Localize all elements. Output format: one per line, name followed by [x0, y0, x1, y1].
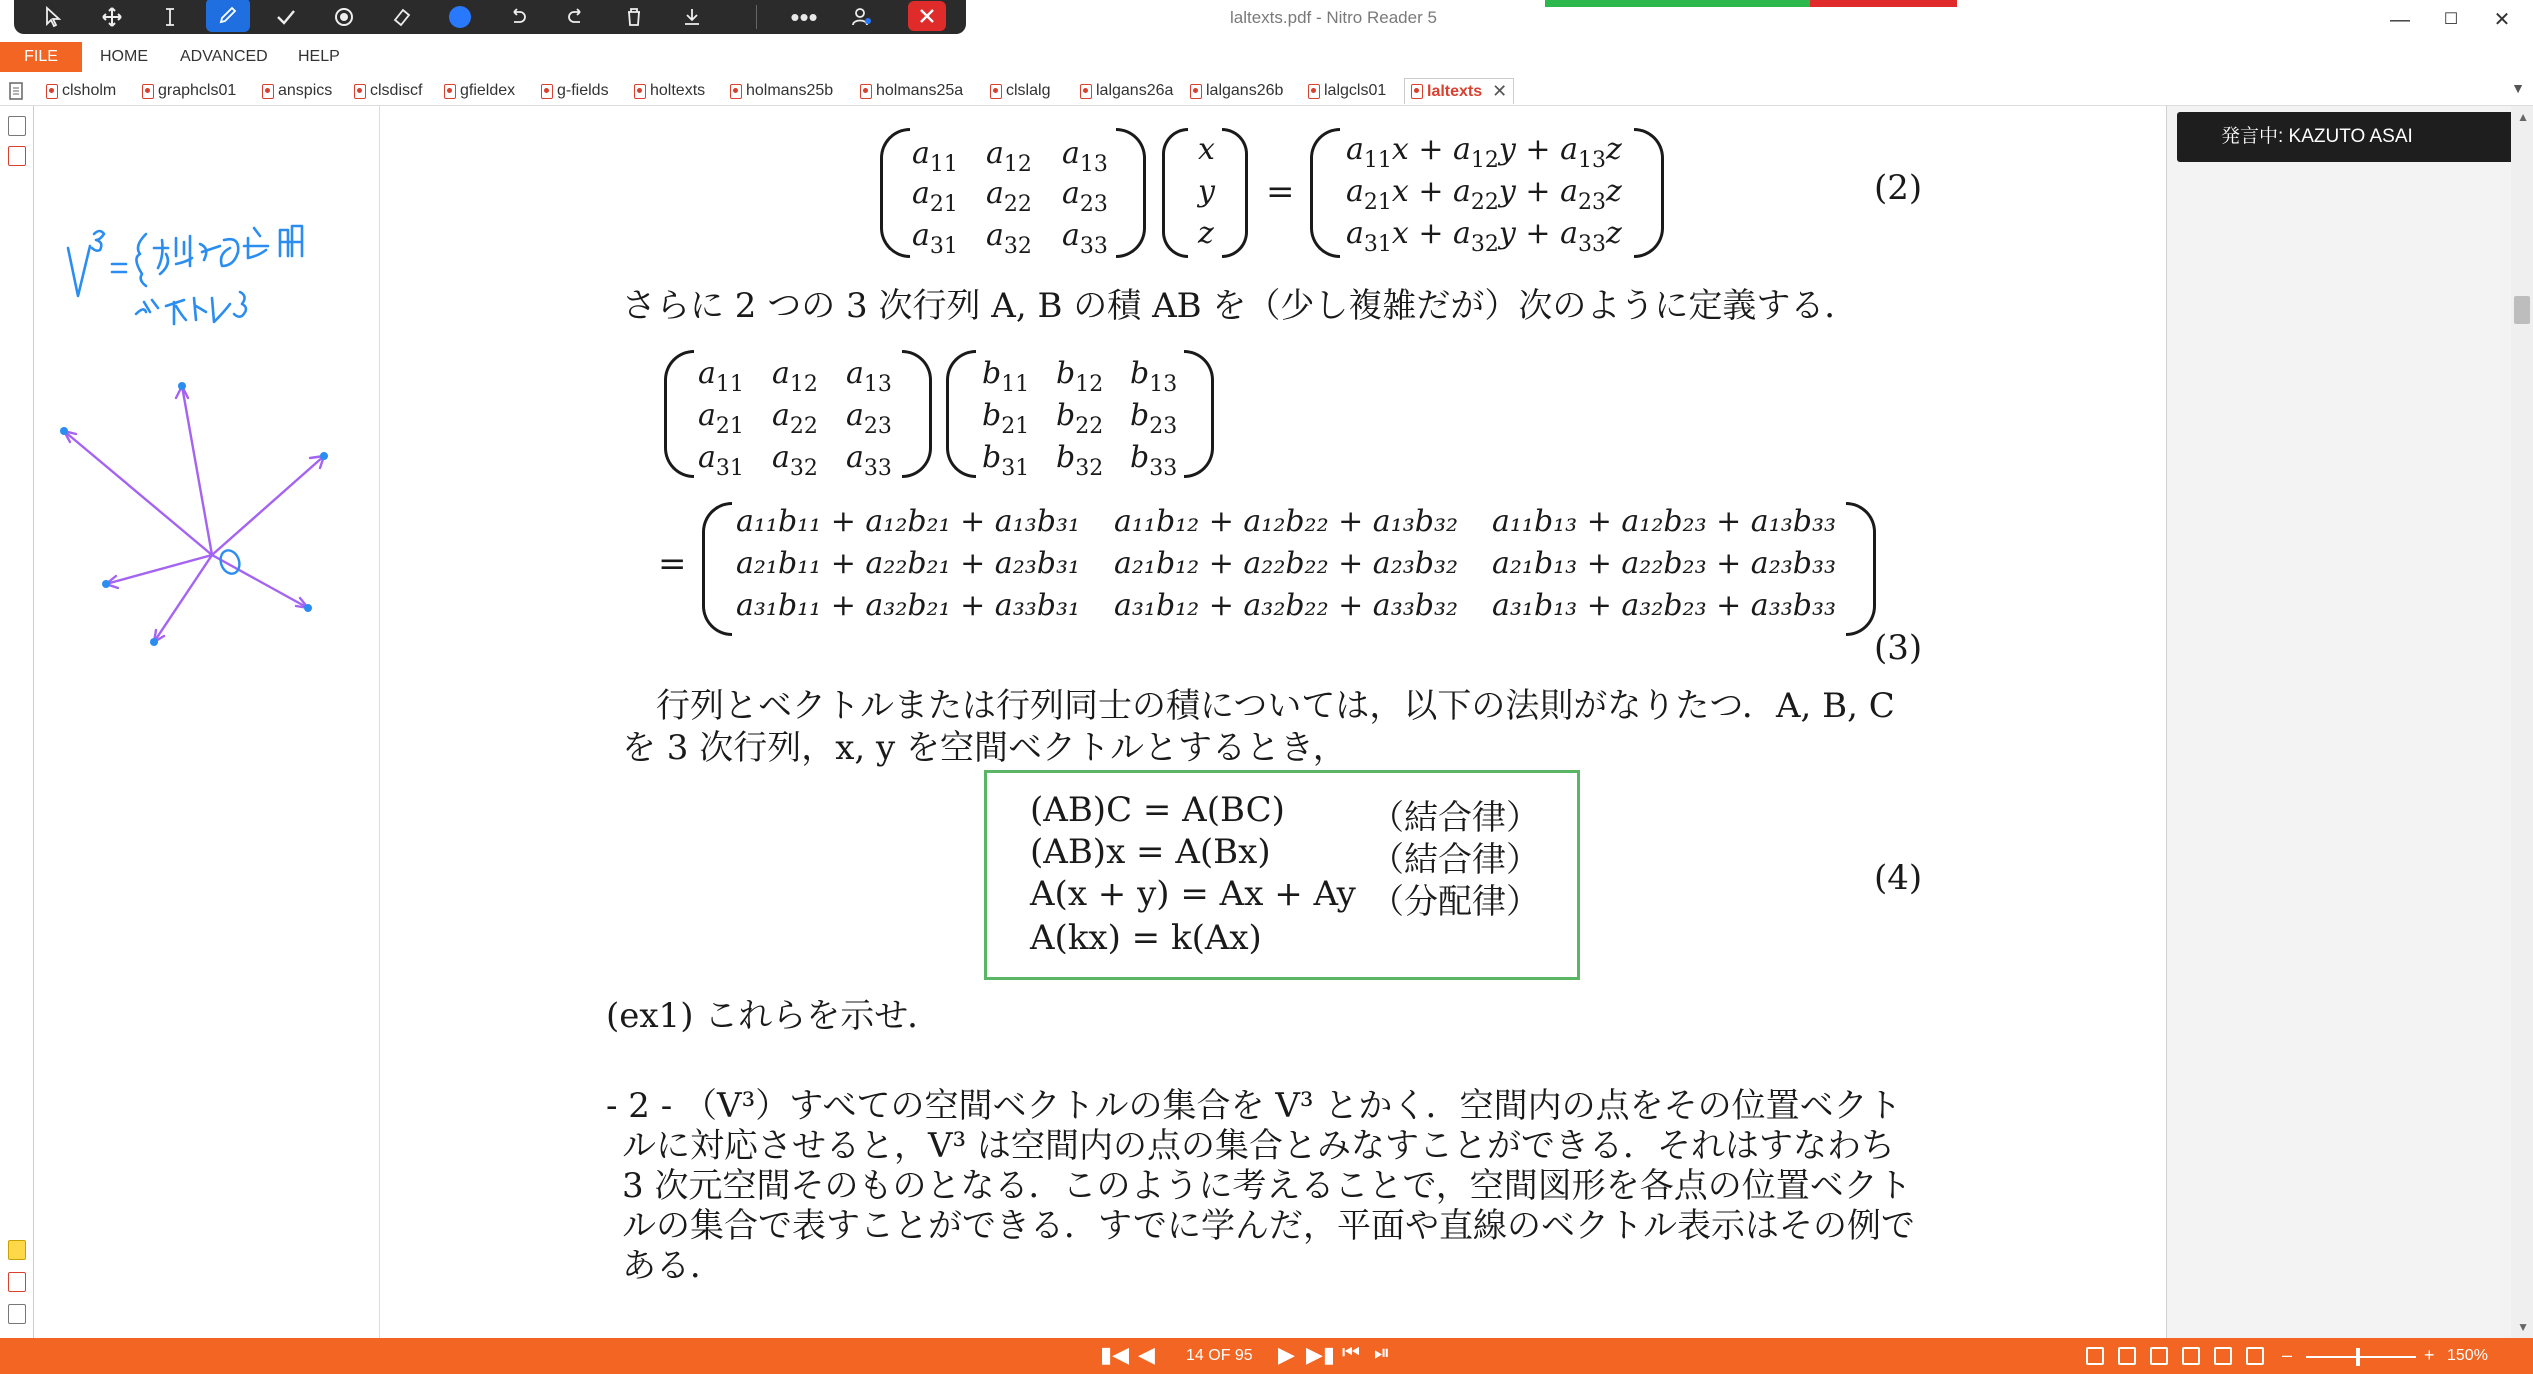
product-row-1-col-2: a₁₁b₁₂ + a₁₂b₂₂ + a₁₃b₃₂	[1114, 504, 1459, 539]
more-icon[interactable]: •••	[790, 1, 818, 32]
doc-tab-holmans25a[interactable]: holmans25a	[860, 78, 963, 104]
trash-icon[interactable]	[612, 0, 656, 34]
layers-panel-icon[interactable]	[8, 1304, 26, 1324]
tab-advanced[interactable]: ADVANCED	[180, 48, 268, 65]
pdf-icon	[730, 84, 742, 99]
tab-help[interactable]: HELP	[298, 48, 340, 65]
facing-continuous-view-icon[interactable]	[2182, 1347, 2200, 1365]
page-icon[interactable]	[8, 78, 24, 104]
user-settings-icon[interactable]	[840, 0, 884, 34]
drawing-toolbar	[14, 0, 966, 34]
left-sidebar-rail	[0, 106, 34, 1338]
origin-marker	[217, 548, 242, 577]
doc-tab-lalgans26b[interactable]: lalgans26b	[1190, 78, 1283, 104]
pdf-icon	[354, 84, 366, 99]
continuous-view-icon[interactable]	[2118, 1347, 2136, 1365]
handwritten-annotation	[34, 106, 380, 706]
first-page-icon[interactable]: ▮◀	[1100, 1342, 1130, 1367]
pdf-icon	[1190, 84, 1202, 99]
doc-tab-anspics[interactable]: anspics	[262, 78, 332, 104]
paragraph-1-line-1: 行列とベクトルまたは行列同士の積については，以下の法則がなりたつ．A, B, C	[656, 686, 1895, 726]
window-title: laltexts.pdf - Nitro Reader 5	[1230, 8, 1437, 27]
product-row-2-col-2: a₂₁b₁₂ + a₂₂b₂₂ + a₂₃b₃₂	[1114, 546, 1459, 581]
close-window-button[interactable]: ✕	[2493, 9, 2511, 31]
doc-tab-laltexts[interactable]: laltexts ✕	[1404, 78, 1514, 104]
meeting-status-strip	[1545, 0, 1957, 7]
equation-number-3: (3)	[1874, 628, 1923, 668]
last-page-icon[interactable]: ▶▮	[1306, 1342, 1336, 1367]
text-cursor-icon[interactable]	[148, 0, 192, 34]
equation-number-4: (4)	[1874, 858, 1923, 898]
doc-tab-holmans25b[interactable]: holmans25b	[730, 78, 833, 104]
maximize-button[interactable]: ☐	[2443, 11, 2459, 28]
law-1-name: （結合律）	[1370, 798, 1540, 838]
section-2-line-3: 3 次元空間そのものとなる．このように考えることで，空間図形を各点の位置ベクト	[622, 1166, 1912, 1206]
attachments-panel-icon[interactable]	[8, 1272, 26, 1292]
doc-tab-gfieldex[interactable]: gfieldex	[444, 78, 515, 104]
pdf-icon	[1080, 84, 1092, 99]
pdf-icon	[1411, 84, 1423, 99]
fullscreen-icon[interactable]	[2214, 1347, 2232, 1365]
tab-file[interactable]: FILE	[0, 42, 82, 72]
annotation-area[interactable]	[34, 106, 380, 1338]
forward-view-icon[interactable]: ⏯	[1374, 1342, 1390, 1364]
vertical-scrollbar[interactable]	[2511, 106, 2533, 1338]
next-page-icon[interactable]: ▶	[1278, 1342, 1295, 1367]
select-arrow-icon[interactable]	[32, 0, 76, 34]
move-icon[interactable]	[90, 0, 134, 34]
paragraph-1-line-2: を 3 次行列，x, y を空間ベクトルとするとき，	[622, 728, 1347, 768]
page-indicator[interactable]: 14 OF 95	[1186, 1347, 1253, 1364]
undo-icon[interactable]	[496, 0, 540, 34]
product-row-3-col-1: a₃₁b₁₁ + a₃₂b₂₁ + a₃₃b₃₁	[736, 588, 1081, 623]
bookmark-panel-icon[interactable]	[8, 146, 26, 166]
law-2-formula: (AB)x = A(Bx)	[1030, 832, 1271, 872]
doc-tab-graphcls01[interactable]: graphcls01	[142, 78, 236, 104]
previous-page-icon[interactable]: ◀	[1138, 1342, 1155, 1367]
close-tab-icon[interactable]: ✕	[1492, 81, 1508, 101]
zoom-in-icon[interactable]: +	[2424, 1345, 2435, 1365]
pdf-icon	[634, 84, 646, 99]
document-tabs	[0, 74, 2533, 106]
check-icon[interactable]	[264, 0, 308, 34]
ribbon-menu	[0, 42, 2533, 74]
zoom-slider-knob[interactable]	[2356, 1348, 2360, 1366]
law-2-name: （結合律）	[1370, 840, 1540, 880]
speaker-indicator: 発言中: KAZUTO ASAI	[2177, 112, 2519, 162]
doc-tab-clsholm[interactable]: clsholm	[46, 78, 116, 104]
text-sentence-1: さらに 2 つの 3 次行列 A, B の積 AB を（少し複雑だが）次のように定義する．	[622, 286, 1859, 326]
zoom-out-icon[interactable]: –	[2282, 1345, 2293, 1365]
zoom-slider[interactable]	[2306, 1356, 2416, 1358]
doc-tab-holtexts[interactable]: holtexts	[634, 78, 705, 104]
law-3-formula: A(x + y) = Ax + Ay	[1030, 874, 1356, 914]
tab-home[interactable]: HOME	[100, 48, 148, 65]
section-2-line-4: ルの集合で表すことができる．すでに学んだ，平面や直線のベクトル表示はその例で	[622, 1206, 1916, 1246]
pen-icon[interactable]	[206, 0, 250, 32]
eraser-icon[interactable]	[380, 0, 424, 34]
pdf-icon	[444, 84, 456, 99]
pages-panel-icon[interactable]	[8, 116, 26, 136]
exercise-1: (ex1) これらを示せ．	[606, 996, 942, 1036]
minimize-button[interactable]: —	[2390, 9, 2410, 31]
facing-view-icon[interactable]	[2150, 1347, 2168, 1365]
pdf-icon	[860, 84, 872, 99]
right-panel	[2166, 106, 2533, 1338]
pdf-page: $a_{11}$ $a_{12}$ $a_{13}$ $a_{21}$ $a_{22}$ $a_{23}$ $a_{31}$ $a_{32}$ $a_{33}$ x y z = $a_{11}x + a_{12}y + a_{13}z$ $a_{21}x + a_{22}y + a_{23}z$ $a_{31}x + a_{32}y + a_{33}z$ (2) さらに 2 つの 3 次行列 A, B の積 AB を（少し複雑だが）次のように定義する． $a_{11}$ $a_{12}$ $a_{13}$ $a_{21}$ $a_{22}$ $a_{23}$ $a_{31}$ $a_{32}$ $a_{33}$ $b_{11}$ $b_{12}$ $b_{13}$ $b_{21}$ $b_{22}$ $b_{23}$ $b_{31}$ $b_{32}$ $b_{33}$ = a₁₁b₁₁ + a₁₂b₂₁ + a₁₃b₃₁ a₁₁b₁₂ + a₁₂b₂₂ + a₁₃b₃₂ a₁₁b₁₃ + a₁₂b₂₃ + a₁₃b₃₃ a₂₁b₁₁ + a₂₂b₂₁ + a₂₃b₃₁ a₂₁b₁₂ + a₂₂b₂₂ + a₂₃b₃₂ a₂₁b₁₃ + a₂₂b₂₃ + a₂₃b₃₃ a₃₁b₁₁ + a₃₂b₂₁ + a₃₃b₃₁ a₃₁b₁₂ + a₃₂b₂₂ + a₃₃b₃₂ a₃₁b₁₃ + a₃₂b₂₃ + a₃₃b₃₃ (3) 行列とベクトルまたは行列同士の積については，以下の法則がなりたつ．A, B, C を 3 次行列，x, y を空間ベクトルとするとき， (AB)C = A(BC) （結合律） (AB)x = A(Bx) （結合律） A(x + y) = Ax + Ay （分配律） A(kx) = k(Ax) (4) (ex1) これらを示せ． - 2 - （V³）すべての空間ベクトルの集合を V³ とかく．空間内の点をその位置ベクト ルに対応させると，V³ は空間内の点の集合とみなすことができる．それはすなわち 3 次元空間そのものとなる．このように考えることで，空間図形を各点の位置ベクト ルの集合で表すことができる．すでに学んだ，平面や直線のベクトル表示はその例で ある．	[380, 106, 2166, 1338]
scroll-thumb[interactable]	[2514, 296, 2530, 324]
law-3-name: （分配律）	[1370, 882, 1540, 922]
stamp-icon[interactable]	[322, 0, 366, 34]
pdf-icon	[1308, 84, 1320, 99]
product-row-2-col-1: a₂₁b₁₁ + a₂₂b₂₁ + a₂₃b₃₁	[736, 546, 1081, 581]
download-icon[interactable]	[670, 0, 714, 34]
doc-tab-g-fields[interactable]: g-fields	[541, 78, 609, 104]
zoom-level[interactable]: 150%	[2447, 1347, 2488, 1364]
law-1-formula: (AB)C = A(BC)	[1030, 790, 1285, 830]
section-2-line-1: - 2 - （V³）すべての空間ベクトルの集合を V³ とかく．空間内の点をその位置ベクト	[606, 1086, 1902, 1126]
single-page-view-icon[interactable]	[2086, 1347, 2104, 1365]
chevron-down-icon[interactable]: ▼	[2511, 80, 2525, 96]
product-row-1-col-1: a₁₁b₁₁ + a₁₂b₂₁ + a₁₃b₃₁	[736, 504, 1081, 539]
status-bar	[0, 1338, 2533, 1374]
product-row-3-col-2: a₃₁b₁₂ + a₃₂b₂₂ + a₃₃b₃₂	[1114, 588, 1459, 623]
pdf-icon	[46, 84, 58, 99]
pdf-icon	[142, 84, 154, 99]
pdf-icon	[990, 84, 1002, 99]
doc-tab-lalgcls01[interactable]: lalgcls01	[1308, 78, 1386, 104]
doc-tab-clsdiscf[interactable]: clsdiscf	[354, 78, 422, 104]
color-dot-icon[interactable]	[438, 0, 482, 34]
pdf-icon	[262, 84, 274, 99]
product-row-1-col-3: a₁₁b₁₃ + a₁₂b₂₃ + a₁₃b₃₃	[1492, 504, 1837, 539]
product-row-2-col-3: a₂₁b₁₃ + a₂₂b₂₃ + a₂₃b₃₃	[1492, 546, 1837, 581]
law-4-formula: A(kx) = k(Ax)	[1030, 918, 1262, 958]
product-row-3-col-3: a₃₁b₁₃ + a₃₂b₂₃ + a₃₃b₃₃	[1492, 588, 1837, 623]
pdf-icon	[541, 84, 553, 99]
scroll-up-icon[interactable]: ▲	[2517, 110, 2529, 124]
scroll-down-icon[interactable]: ▼	[2517, 1320, 2529, 1334]
close-icon[interactable]	[908, 1, 946, 31]
section-2-line-5: ある．	[622, 1246, 724, 1286]
doc-tab-clslalg[interactable]: clslalg	[990, 78, 1050, 104]
section-2-line-2: ルに対応させると，V³ は空間内の点の集合とみなすことができる．それはすなわち	[622, 1126, 1895, 1166]
redo-icon[interactable]	[554, 0, 598, 34]
back-view-icon[interactable]: ⏮	[1342, 1342, 1360, 1364]
fit-width-icon[interactable]	[2246, 1347, 2264, 1365]
comment-panel-icon[interactable]	[8, 1240, 26, 1260]
doc-tab-lalgans26a[interactable]: lalgans26a	[1080, 78, 1173, 104]
equation-number-2: (2)	[1874, 168, 1923, 208]
